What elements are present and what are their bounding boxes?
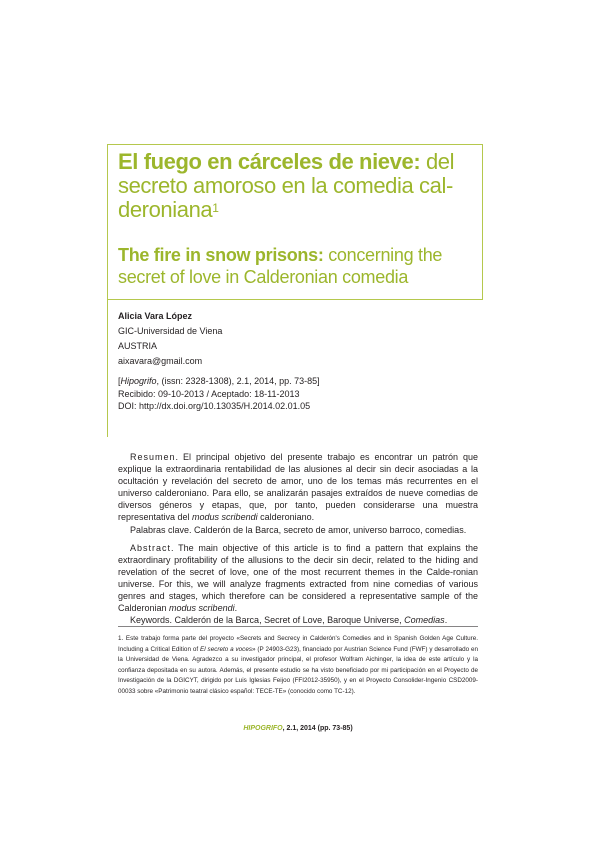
footnote-divider — [118, 626, 478, 627]
abstract-en-italic: modus scribendi — [169, 603, 235, 614]
footnote-italic: El secreto a voces — [200, 645, 252, 653]
left-rule — [107, 300, 108, 437]
abstract-section — [118, 451, 478, 626]
keywords-en-end: . — [444, 615, 448, 626]
abstract-es-end: calderoniano. — [257, 512, 315, 523]
abstract-es-label: Resumen — [130, 452, 176, 462]
keywords-en-label: Keywords — [130, 615, 170, 626]
footer-journal: HIPOGRIFO — [243, 725, 283, 732]
abstract-es-italic: modus scribendi — [192, 512, 258, 523]
keywords-es — [118, 524, 478, 536]
citation-journal: Hipogrifo — [120, 376, 157, 386]
keywords-es-text: . Calderón de la Barca, secreto de amor, universo barroco, comedias. — [189, 524, 467, 535]
spanish-title — [118, 150, 478, 222]
author-name: Alicia Vara López — [118, 311, 193, 321]
citation-doi[interactable]: DOI: http://dx.doi.org/10.13035/H.2014.02.01.05 — [118, 401, 311, 411]
citation-line — [118, 375, 478, 388]
footnote-marker[interactable]: 1 — [212, 201, 219, 215]
spanish-title-bold: El fuego en cárceles de nieve: — [118, 149, 421, 174]
english-title — [118, 244, 478, 288]
english-title-rest: concerning the secret of love in Calderonian comedia — [118, 245, 443, 287]
author-country: AUSTRIA — [118, 341, 158, 351]
keywords-en — [118, 614, 478, 626]
abstract-en-end: . — [234, 603, 238, 614]
citation-received: Recibido: 09-10-2013 / Aceptado: 18-11-2013 — [118, 388, 300, 399]
author-affiliation: GIC-Universidad de Viena — [118, 326, 223, 336]
citation-bracket: [ — [118, 376, 121, 386]
spanish-title-rest: del secreto amoroso en la comedia cal-deroniana — [118, 149, 455, 222]
author-block — [118, 309, 478, 369]
keywords-en-italic: Comedias — [404, 615, 445, 626]
citation-block — [118, 375, 478, 413]
abstract-en-text: . The main objective of this article is to find a pattern that explains the extraordinary profitability of the allusions to the decir sin decir, related to the hiding and revelation of the secret of love, one of the most recurrent themes in the Calde-ronian universe. For this, we will analyze fragments extracted from nine comedias of various genres and stages, which therefore can be considered a representative sample of the Calderonian — [118, 542, 478, 614]
author-email[interactable]: aixavara@gmail.com — [118, 356, 203, 366]
abstract-en-label: Abstract — [130, 542, 172, 553]
citation-details: , (issn: 2328-1308), 2.1, 2014, pp. 73-85] — [156, 376, 320, 386]
abstract-en — [118, 542, 478, 615]
footer-details: , 2.1, 2014 (pp. 73-85) — [282, 725, 353, 732]
keywords-es-label: Palabras clave — [130, 524, 190, 535]
footnote-text-a: 1. Este trabajo forma parte del proyecto «Secrets and Secrecy in Calderón's Comedies and in Spanish Golden Age Culture. Including a Critical Edition of — [118, 635, 478, 653]
footnote — [118, 634, 478, 697]
abstract-es — [118, 451, 478, 524]
page-footer — [118, 725, 478, 732]
footnote-text-b: » (P 24903-G23), financiado por Austrian Science Fund (FWF) y desarrollado en la Universidad de Viena. Agradezco a su investigador principal, el profesor Wolfram Aichinger, la idea de este artículo y la confianza depositada en su autora. Además, el presente estudio se ha visto beneficiado por mi participación en el Proyecto de Investigación de la DGICYT, dirigido por Luis Iglesias Feijoo (FFI2012-35950), y en el Proyecto Consolider-Ingenio CSD2009-00033 sobre «Patrimonio teatral clásico español: TECE-TE» (conocido como TC-12). — [118, 645, 478, 695]
english-title-bold: The fire in snow prisons: — [118, 245, 324, 265]
abstract-es-text: . El principal objetivo del presente trabajo es encontrar un patrón que explique la extraordinaria rentabilidad de las alusiones al decir sin decir asociadas a la ocultación y revelación del secreto de amor, uno de los temas más recurrentes en el universo calderoniano. Para ello, se analizarán pasajes extraídos de nueve comedias de diversos géneros y etapas, que, por tanto, pueden considerarse una muestra representativa del — [118, 452, 478, 523]
keywords-en-text: . Calderón de la Barca, Secret of Love, Baroque Universe, — [169, 615, 405, 626]
